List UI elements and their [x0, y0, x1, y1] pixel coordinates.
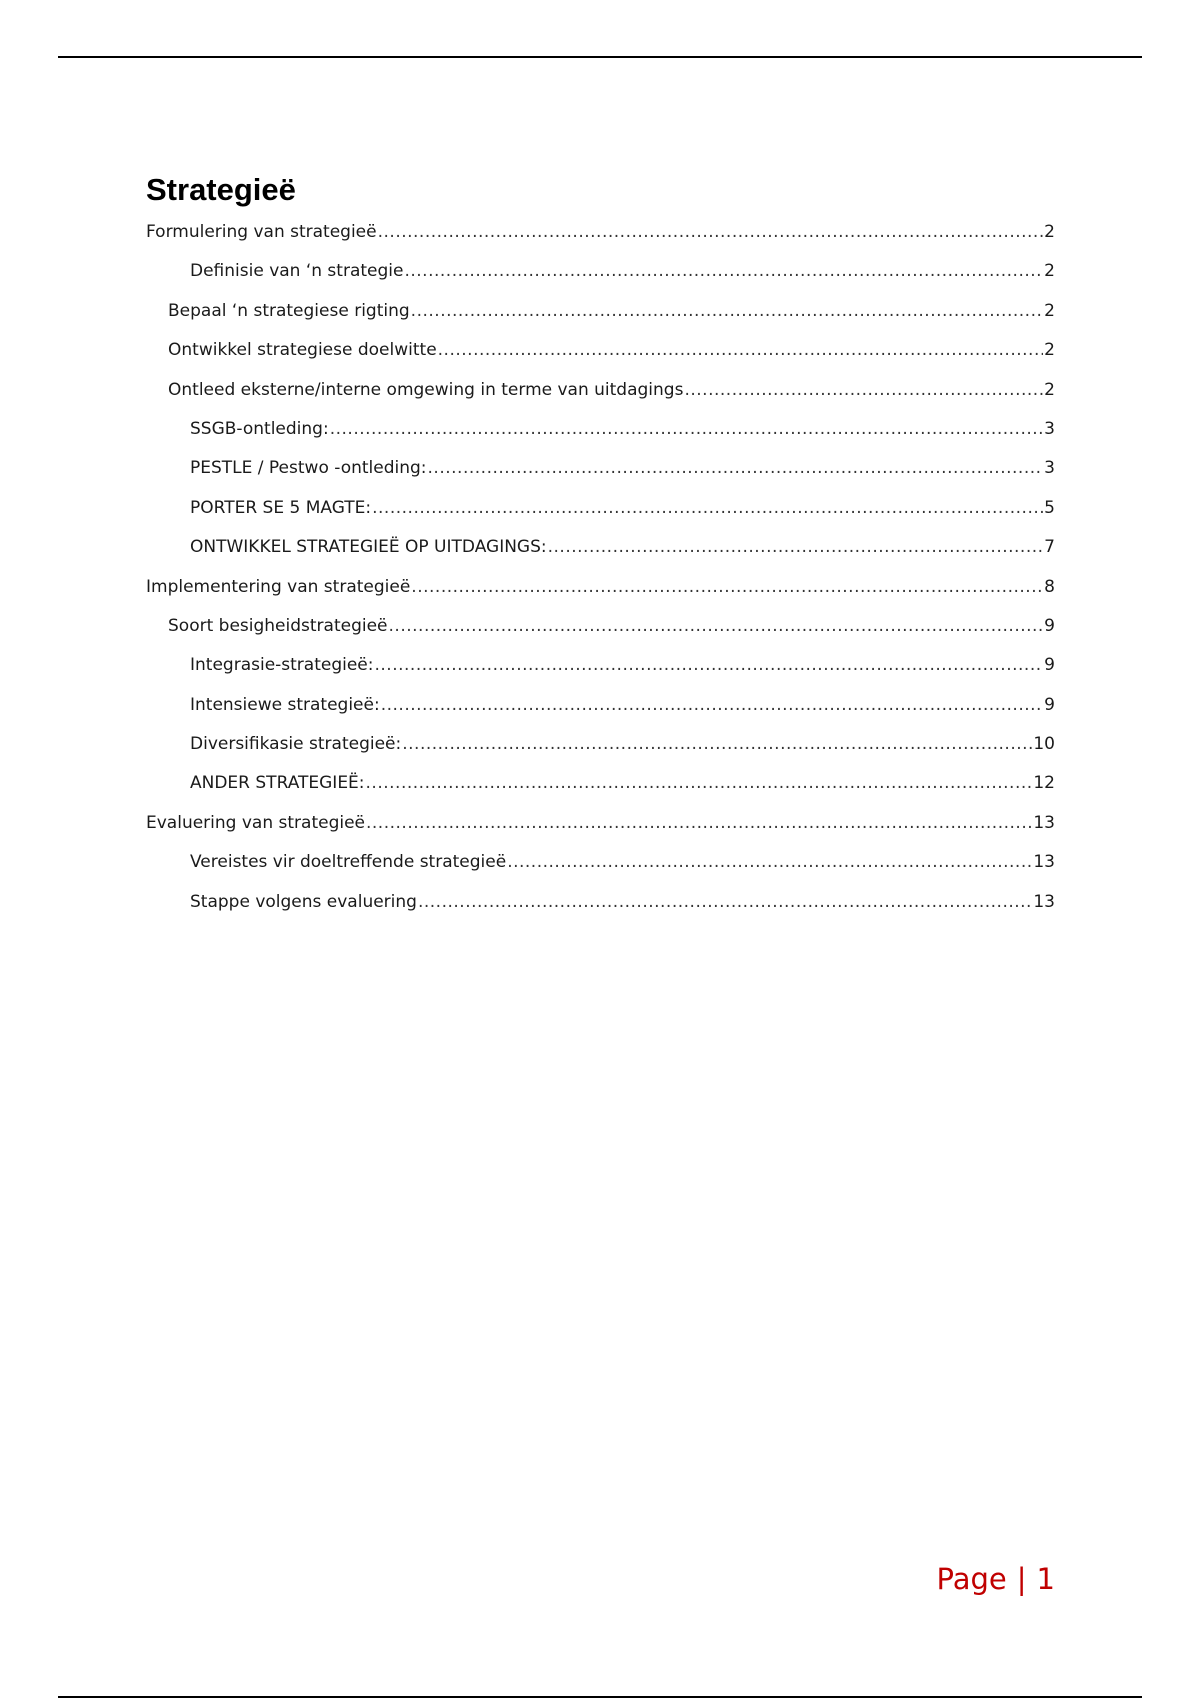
toc-entry[interactable] — [146, 380, 1055, 419]
toc-entry-label: Vereistes vir doeltreffende strategieë — [190, 852, 507, 873]
toc-dot-leader — [404, 261, 1043, 281]
toc-entry[interactable] — [146, 577, 1055, 616]
toc-entry-label: Definisie van ‘n strategie — [190, 261, 404, 282]
toc-entry-label: Diversifikasie strategieë: — [190, 734, 402, 755]
toc-dot-leader — [507, 852, 1032, 872]
toc-entry[interactable] — [146, 419, 1055, 458]
header-rule — [58, 56, 1142, 58]
toc-entry-label: Evaluering van strategieë — [146, 812, 365, 833]
toc-entry-label: ONTWIKKEL STRATEGIEË OP UITDAGINGS: — [190, 537, 547, 558]
toc-entry[interactable] — [146, 852, 1055, 891]
toc-entry-page: 2 — [1044, 222, 1055, 242]
toc-entry-page: 3 — [1044, 418, 1055, 439]
page-label: Page — [936, 1562, 1007, 1596]
toc-entry[interactable] — [146, 734, 1055, 773]
toc-entry-page: 2 — [1044, 340, 1055, 361]
page-separator: | — [1016, 1562, 1027, 1596]
toc-dot-leader — [375, 655, 1044, 675]
toc-entry[interactable] — [146, 261, 1055, 300]
toc-entry-page: 12 — [1033, 773, 1055, 794]
toc-entry[interactable] — [146, 537, 1055, 576]
toc-entry-page: 2 — [1044, 300, 1055, 321]
toc-entry[interactable] — [146, 301, 1055, 340]
toc-entry[interactable] — [146, 616, 1055, 655]
toc-entry-page: 3 — [1044, 458, 1055, 479]
toc-entry[interactable] — [146, 340, 1055, 379]
toc-entry-page: 2 — [1044, 379, 1055, 400]
toc-entry-label: Formulering van strategieë — [146, 222, 377, 242]
toc-entry-page: 8 — [1044, 576, 1055, 597]
page-number-footer — [937, 1562, 1055, 1596]
toc-entry-page: 5 — [1044, 497, 1055, 518]
toc-entry-page: 9 — [1044, 655, 1055, 676]
toc-dot-leader — [438, 340, 1044, 360]
table-of-contents — [146, 168, 1055, 931]
toc-entry[interactable] — [146, 813, 1055, 852]
toc-entry[interactable] — [146, 498, 1055, 537]
toc-entry-page: 9 — [1044, 615, 1055, 636]
toc-entry[interactable] — [146, 655, 1055, 694]
toc-entry-page: 13 — [1033, 852, 1055, 873]
toc-entry[interactable] — [146, 222, 1055, 261]
toc-entry[interactable] — [146, 695, 1055, 734]
toc-dot-leader — [684, 380, 1043, 400]
toc-entry[interactable] — [146, 892, 1055, 931]
toc-entry-label: PORTER SE 5 MAGTE: — [190, 497, 372, 518]
toc-entry-label: Implementering van strategieë — [146, 576, 411, 597]
toc-dot-leader — [381, 695, 1043, 715]
toc-entry-label: Ontwikkel strategiese doelwitte — [168, 340, 437, 361]
toc-entry-page: 13 — [1033, 812, 1055, 833]
toc-entry-label: SSGB-ontleding: — [190, 418, 329, 439]
toc-dot-leader — [548, 537, 1044, 557]
toc-entry-label: Bepaal ‘n strategiese rigting — [168, 300, 410, 321]
footer-rule — [58, 1696, 1142, 1698]
toc-entry-label: PESTLE / Pestwo -ontleding: — [190, 458, 427, 479]
toc-entry[interactable] — [146, 773, 1055, 812]
toc-dot-leader — [372, 498, 1043, 518]
toc-entry-page: 7 — [1044, 537, 1055, 558]
toc-dot-leader — [366, 773, 1033, 793]
toc-entry-page: 13 — [1033, 891, 1055, 912]
toc-entry-label: ANDER STRATEGIEË: — [190, 773, 365, 794]
toc-dot-leader — [411, 301, 1044, 321]
toc-title: Strategieë — [146, 172, 296, 207]
page-number: 1 — [1036, 1562, 1055, 1596]
toc-dot-leader — [411, 577, 1043, 597]
toc-entry-page: 10 — [1033, 734, 1055, 755]
toc-entry-page: 9 — [1044, 694, 1055, 715]
toc-entry-label: Stappe volgens evaluering — [190, 891, 417, 912]
toc-dot-leader — [330, 419, 1043, 439]
toc-entry-label: Intensiewe strategieë: — [190, 694, 380, 715]
toc-dot-leader — [366, 813, 1032, 833]
toc-entry-page: 2 — [1044, 261, 1055, 282]
toc-dot-leader — [378, 222, 1044, 242]
toc-dot-leader — [402, 734, 1032, 754]
toc-entry-label: Integrasie-strategieë: — [190, 655, 374, 676]
toc-dot-leader — [428, 458, 1044, 478]
toc-dot-leader — [389, 616, 1044, 636]
toc-list — [146, 222, 1055, 931]
toc-entry-label: Soort besigheidstrategieë — [168, 615, 388, 636]
toc-entry-label: Ontleed eksterne/interne omgewing in terme van uitdagings — [168, 379, 684, 400]
toc-dot-leader — [418, 892, 1032, 912]
toc-entry[interactable] — [146, 458, 1055, 497]
